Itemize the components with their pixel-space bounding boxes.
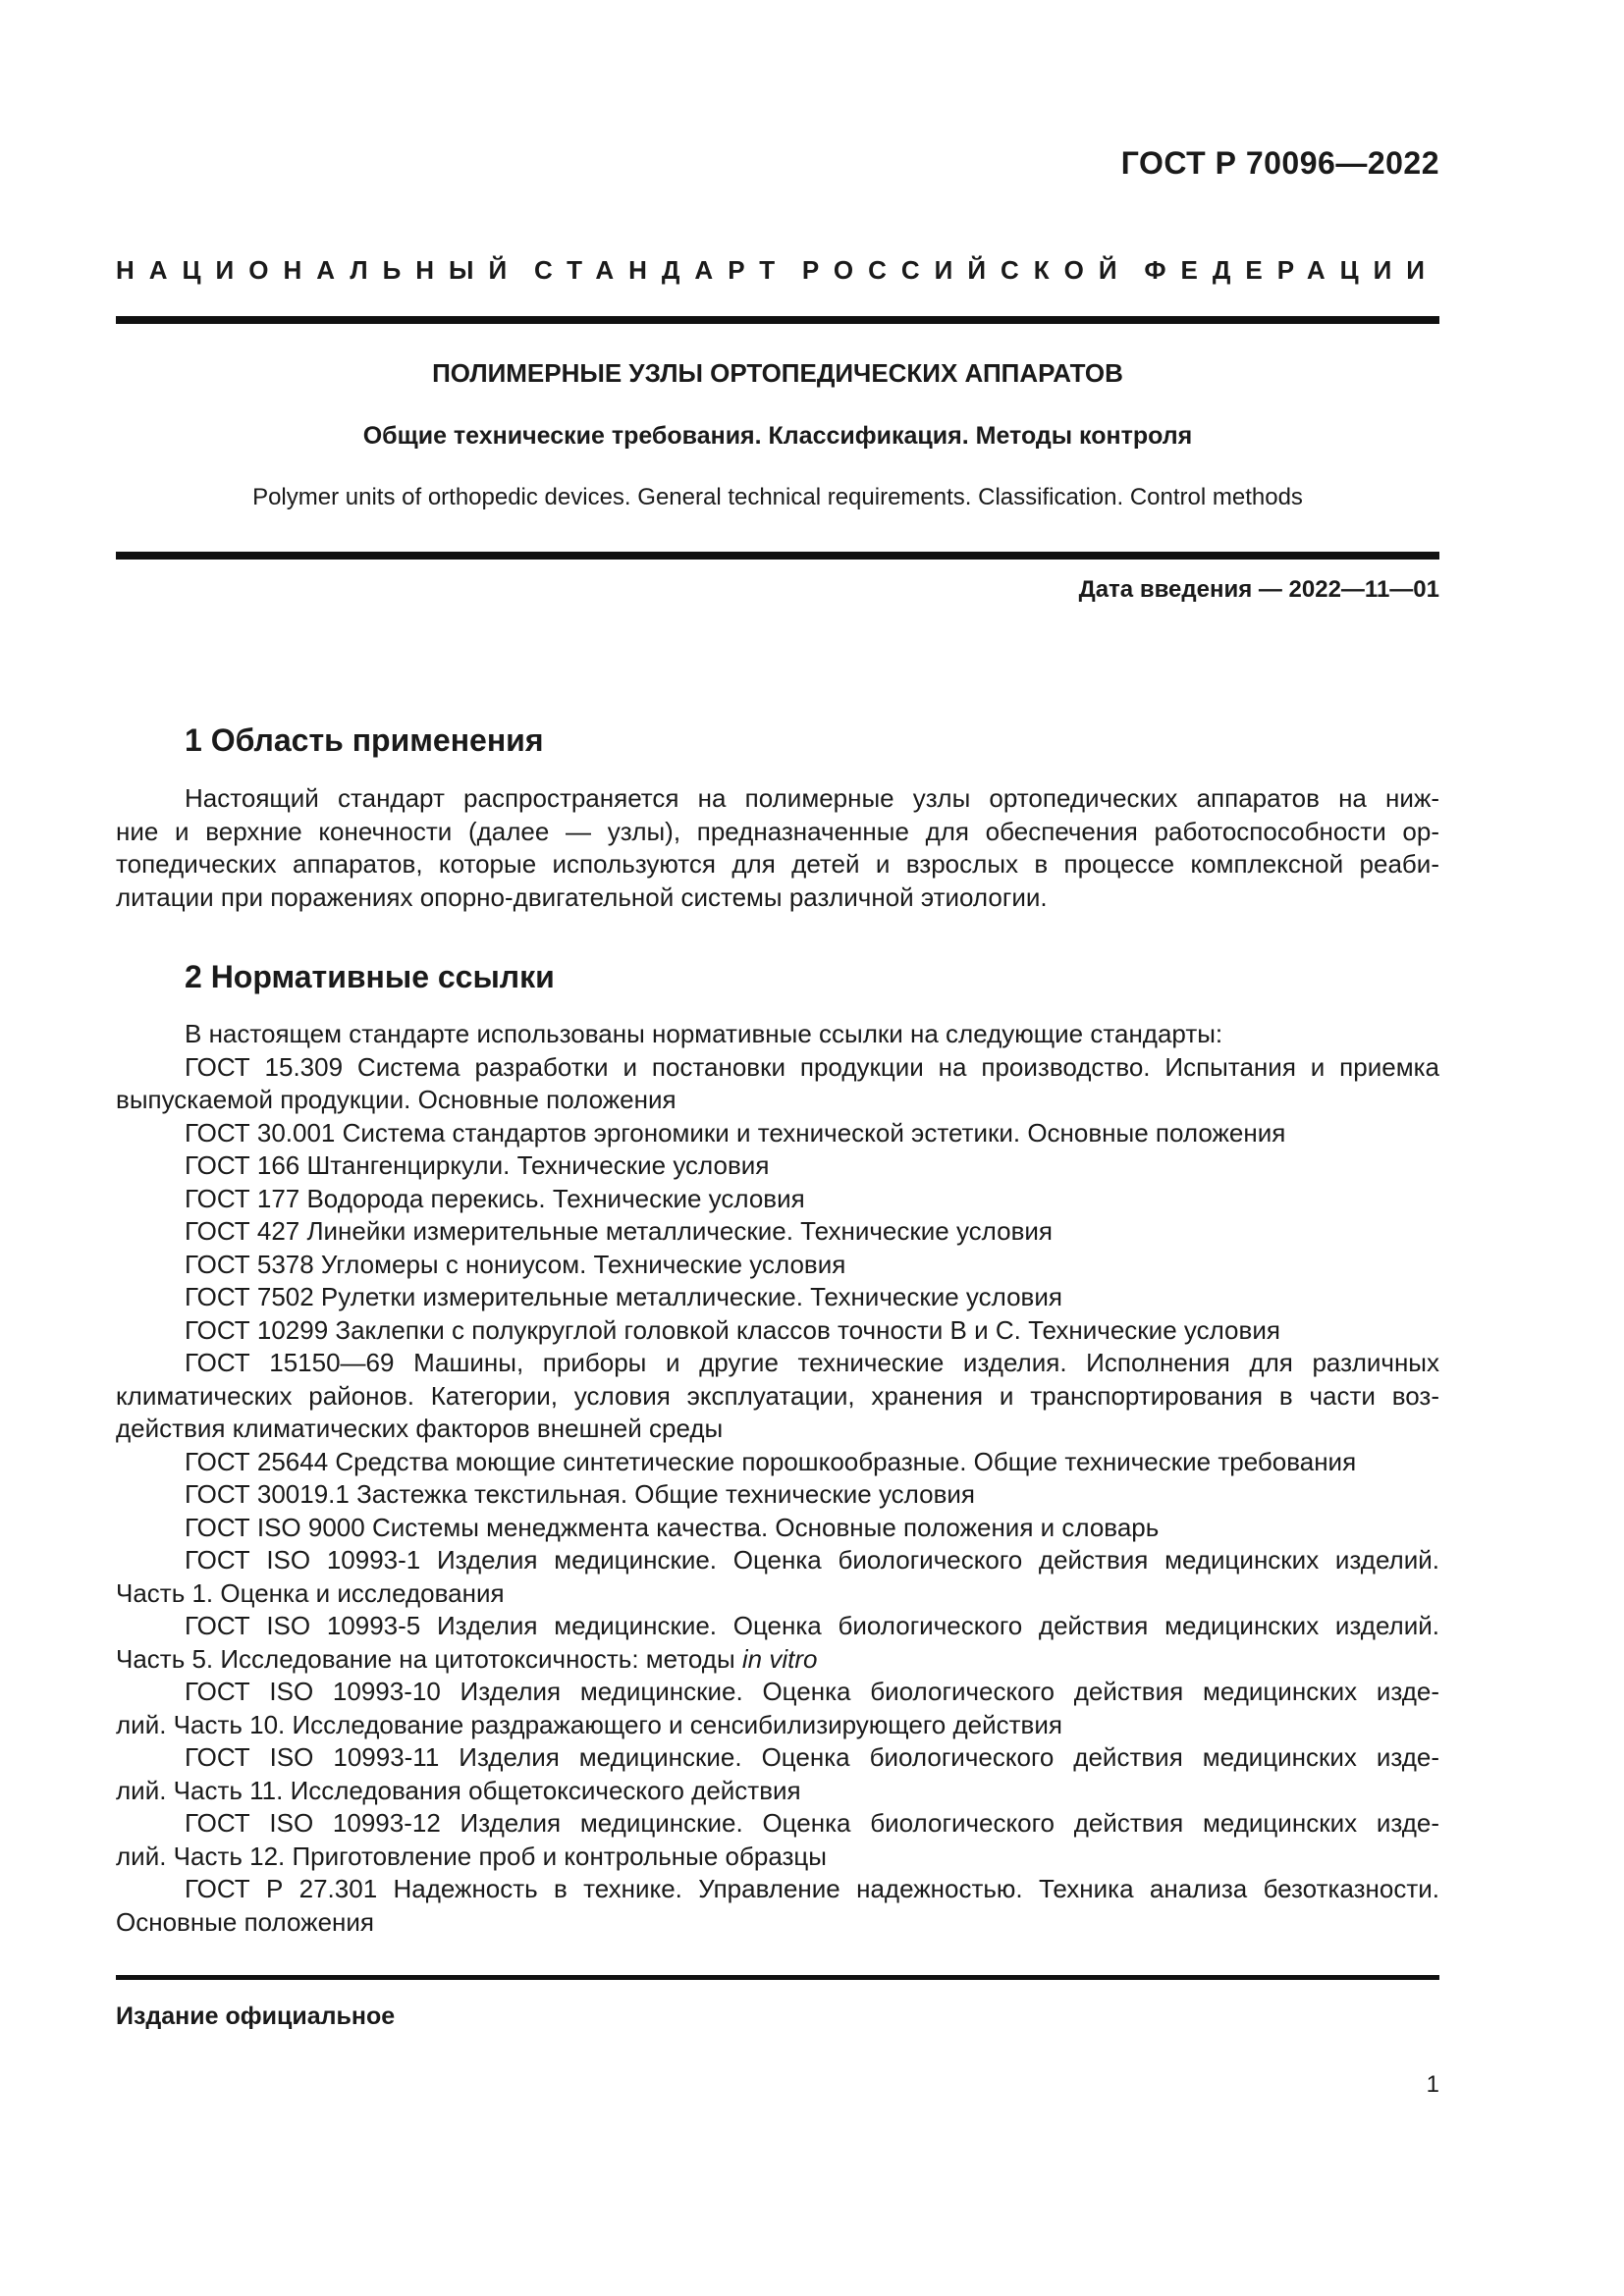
reference-item — [116, 1281, 1439, 1314]
national-banner-word: РОССИЙСКОЙ — [801, 255, 1132, 285]
reference-item — [116, 1314, 1439, 1348]
section-1-heading: 1 Область применения — [185, 722, 544, 758]
reference-text: климатических районов. Категории, условия эксплуатации, хранения и транспортирования в части воз- — [116, 1380, 1439, 1411]
reference-item — [116, 1544, 1439, 1610]
section-1-body — [116, 782, 1439, 914]
national-banner-word: НАЦИОНАЛЬНЫЙ — [116, 255, 522, 285]
reference-item — [116, 1478, 1439, 1512]
reference-text: лий. Часть 12. Приготовление проб и контрольные образцы — [116, 1841, 827, 1871]
reference-line — [116, 1512, 1439, 1545]
section-1-line: топедических аппаратов, которые используются для детей и взрослых в процессе комплексной реаби- — [116, 849, 1439, 879]
reference-line — [116, 1544, 1439, 1577]
reference-item — [116, 1149, 1439, 1183]
reference-line — [116, 1709, 1439, 1742]
reference-text: ГОСТ 25644 Средства моющие синтетические порошкообразные. Общие технические требования — [185, 1446, 1357, 1476]
reference-text: ГОСТ ISO 10993-11 Изделия медицинские. Оценка биологического действия медицинских изде- — [185, 1742, 1439, 1772]
national-standard-banner — [116, 255, 1439, 286]
reference-text: ГОСТ 15.309 Система разработки и постановки продукции на производство. Испытания и приемка — [185, 1051, 1439, 1082]
document-subtitle: Общие технические требования. Классификация. Методы контроля — [362, 422, 1193, 450]
reference-item — [116, 1249, 1439, 1282]
reference-item — [116, 1347, 1439, 1446]
reference-item — [116, 1676, 1439, 1741]
reference-line — [116, 1281, 1439, 1314]
reference-item — [116, 1512, 1439, 1545]
section-1-line: Настоящий стандарт распространяется на полимерные узлы ортопедических аппаратов на ниж- — [185, 783, 1439, 813]
reference-text: ГОСТ ISO 10993-12 Изделия медицинские. Оценка биологического действия медицинских изде- — [185, 1808, 1439, 1838]
reference-text: действия климатических факторов внешней среды — [116, 1414, 724, 1443]
reference-text: Часть 5. Исследование на цитотоксичность: методы — [116, 1643, 735, 1674]
reference-text: ГОСТ ISO 10993-1 Изделия медицинские. Оценка биологического действия медицинских изделий. — [185, 1545, 1439, 1575]
reference-line — [116, 1249, 1439, 1282]
reference-line — [116, 1347, 1439, 1380]
reference-line — [116, 1183, 1439, 1216]
reference-text: Часть 1. Оценка и исследования — [116, 1577, 505, 1608]
reference-item — [116, 1807, 1439, 1873]
reference-list — [116, 1051, 1439, 1940]
reference-item — [116, 1215, 1439, 1249]
section-2-heading: 2 Нормативные ссылки — [185, 959, 555, 994]
reference-text: ГОСТ 15150—69 Машины, приборы и другие технические изделия. Исполнения для различных — [185, 1348, 1439, 1377]
reference-text: ГОСТ ISO 9000 Системы менеджмента качества. Основные положения и словарь — [185, 1512, 1160, 1542]
footer-rule — [116, 1975, 1439, 1980]
reference-line — [116, 1380, 1439, 1414]
reference-text: ГОСТ 7502 Рулетки измерительные металлические. Технические условия — [185, 1282, 1062, 1311]
reference-line — [116, 1873, 1439, 1906]
document-title: ПОЛИМЕРНЫЕ УЗЛЫ ОРТОПЕДИЧЕСКИХ АППАРАТОВ — [432, 358, 1123, 388]
header-rule-bottom — [116, 552, 1439, 560]
reference-text: выпускаемой продукции. Основные положения — [116, 1085, 677, 1114]
reference-line — [116, 1084, 1439, 1117]
reference-text: ГОСТ 427 Линейки измерительные металлические. Технические условия — [185, 1216, 1053, 1246]
reference-line — [116, 1149, 1439, 1183]
reference-text: ГОСТ ISO 10993-5 Изделия медицинские. Оценка биологического действия медицинских изделий. — [185, 1611, 1439, 1640]
introduction-date: Дата введения — 2022—11—01 — [1078, 576, 1439, 603]
reference-line — [116, 1478, 1439, 1512]
reference-line — [116, 1906, 1439, 1940]
national-banner-word: СТАНДАРТ — [533, 255, 790, 285]
reference-line — [116, 1741, 1439, 1775]
section-2-body — [116, 1018, 1439, 1939]
reference-item — [116, 1183, 1439, 1216]
reference-line — [116, 1413, 1439, 1446]
reference-text: ГОСТ 177 Водорода перекись. Технические условия — [185, 1183, 805, 1213]
reference-text: лий. Часть 10. Исследование раздражающего и сенсибилизирующего действия — [116, 1709, 1062, 1739]
reference-line — [116, 1314, 1439, 1348]
reference-text: ГОСТ 30019.1 Застежка текстильная. Общие технические условия — [185, 1479, 976, 1509]
reference-line — [116, 1775, 1439, 1808]
document-title-english: Polymer units of orthopedic devices. General technical requirements. Classification. Control methods — [252, 484, 1303, 510]
section-1-line: ние и верхние конечности (далее — узлы), предназначенные для обеспечения работоспособности ор- — [116, 816, 1439, 846]
reference-text: ГОСТ 10299 Заклепки с полукруглой головкой классов точности В и С. Технические условия — [185, 1314, 1280, 1345]
document-number: ГОСТ Р 70096—2022 — [1120, 145, 1439, 181]
reference-text: ГОСТ Р 27.301 Надежность в технике. Управление надежностью. Техника анализа безотказности. — [185, 1874, 1439, 1903]
reference-line — [116, 1117, 1439, 1150]
reference-text: ГОСТ ISO 10993-10 Изделия медицинские. Оценка биологического действия медицинских изде- — [185, 1677, 1439, 1706]
reference-item — [116, 1446, 1439, 1479]
page-number: 1 — [1426, 2071, 1439, 2098]
reference-line — [116, 1446, 1439, 1479]
reference-text: Основные положения — [116, 1906, 374, 1937]
section-1-line: литации при поражениях опорно-двигательной системы различной этиологии. — [116, 881, 1048, 912]
reference-item — [116, 1873, 1439, 1939]
reference-text: ГОСТ 5378 Угломеры с нониусом. Технические условия — [185, 1249, 846, 1279]
reference-line — [116, 1807, 1439, 1841]
reference-line — [116, 1215, 1439, 1249]
reference-line — [116, 1841, 1439, 1874]
reference-item — [116, 1610, 1439, 1676]
reference-text: ГОСТ 166 Штангенциркули. Технические условия — [185, 1150, 770, 1180]
reference-text: лий. Часть 11. Исследования общетоксического действия — [116, 1775, 801, 1805]
reference-text: ГОСТ 30.001 Система стандартов эргономики и технической эстетики. Основные положения — [185, 1117, 1286, 1148]
reference-line — [116, 1051, 1439, 1085]
reference-line — [116, 1643, 1439, 1677]
official-edition-label: Издание официальное — [116, 2002, 396, 2030]
reference-line — [116, 1676, 1439, 1709]
reference-line — [116, 1610, 1439, 1643]
reference-item — [116, 1051, 1439, 1117]
reference-item — [116, 1117, 1439, 1150]
reference-item — [116, 1741, 1439, 1807]
reference-line — [116, 1577, 1439, 1611]
header-rule-top — [116, 316, 1439, 324]
reference-italic-text: in vitro — [741, 1643, 818, 1674]
section-2-intro: В настоящем стандарте использованы нормативные ссылки на следующие стандарты: — [185, 1019, 1223, 1048]
national-banner-word: ФЕДЕРАЦИИ — [1144, 255, 1439, 285]
